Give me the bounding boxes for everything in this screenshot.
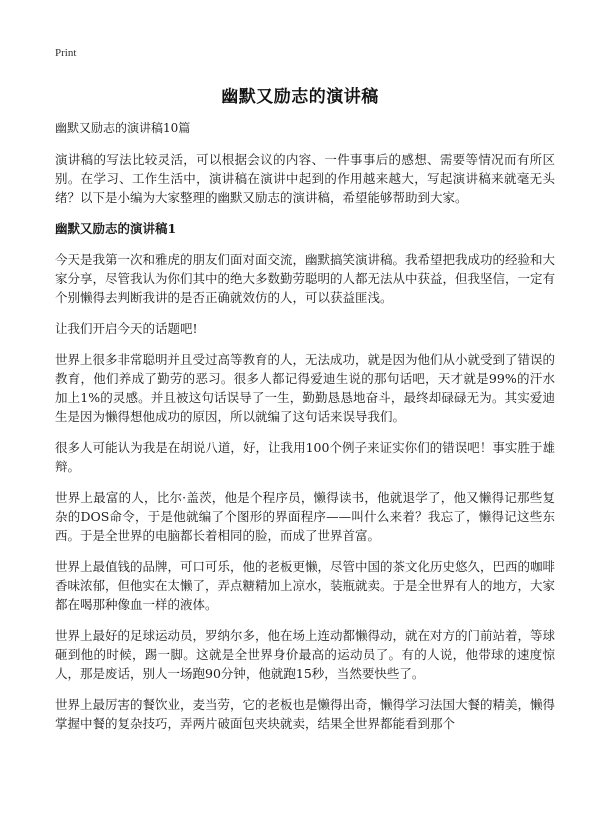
article-subtitle: 幽默又励志的演讲稿10篇 [55,121,191,135]
paragraph: 世界上最好的足球运动员，罗纳尔多，他在场上连动都懒得动，就在对方的门前站着，等球砸到他的时候，踢一脚。这就是全世界身价最高的运动员了。有的人说，他带球的速度惊人，那是废话，别人一场跑90分钟，他就跑15秒，当然要快些了。 [55,628,556,681]
page-title: 幽默又励志的演讲稿 [221,87,379,107]
paragraph: 今天是我第一次和雅虎的朋友们面对面交流，幽默搞笑演讲稿。我希望把我成功的经验和大家分享，尽管我认为你们其中的绝大多数勤劳聪明的人都无法从中获益，但我坚信，一定有个别懒得去判断我讲的是否正确就效仿的人，可以获益匪浅。 [55,252,556,305]
paragraph: 让我们开启今天的话题吧! [55,321,198,336]
paragraph: 世界上最厉害的餐饮业，麦当劳，它的老板也是懒得出奇，懒得学习法国大餐的精美，懒得掌握中餐的复杂技巧，弄两片破面包夹块就卖，结果全世界都能看到那个 [55,697,556,731]
print-link[interactable]: Print [55,47,77,59]
paragraph: 世界上最值钱的品牌，可口可乐，他的老板更懒，尽管中国的茶文化历史悠久，巴西的咖啡香味浓郁，但他实在太懒了，弄点糖精加上凉水，装瓶就卖。于是全世界有人的地方，大家都在喝那种像血一样的液体。 [55,559,556,612]
intro-paragraph: 演讲稿的写法比较灵活，可以根据会议的内容、一件事事后的感想、需要等情况而有所区别。在学习、工作生活中，演讲稿在演讲中起到的作用越来越大，写起演讲稿来就毫无头绪？以下是小编为大家整理的幽默又励志的演讲稿，希望能够帮助到大家。 [55,152,555,205]
paragraph: 世界上最富的人，比尔·盖茨，他是个程序员，懒得读书，他就退学了，他又懒得记那些复杂的DOS命令，于是他就编了个图形的界面程序——叫什么来着？我忘了，懒得记这些东西。于是全世界的电脑都长着相同的脸，而成了世界首富。 [55,490,555,543]
paragraph: 很多人可能认为我是在胡说八道，好，让我用100个例子来证实你们的错误吧！事实胜于雄辩。 [55,440,555,474]
article-body [55,120,555,745]
paragraph: 世界上很多非常聪明并且受过高等教育的人，无法成功，就是因为他们从小就受到了错误的教育，他们养成了勤劳的恶习。很多人都记得爱迪生说的那句话吧，天才就是99%的汗水加上1%的灵感。并且被这句话误导了一生，勤勤恳恳地奋斗，最终却碌碌无为。其实爱迪生是因为懒得想他成功的原因，所以就编了这句话来误导我们。 [55,352,556,424]
section-heading: 幽默又励志的演讲稿1 [55,221,177,236]
